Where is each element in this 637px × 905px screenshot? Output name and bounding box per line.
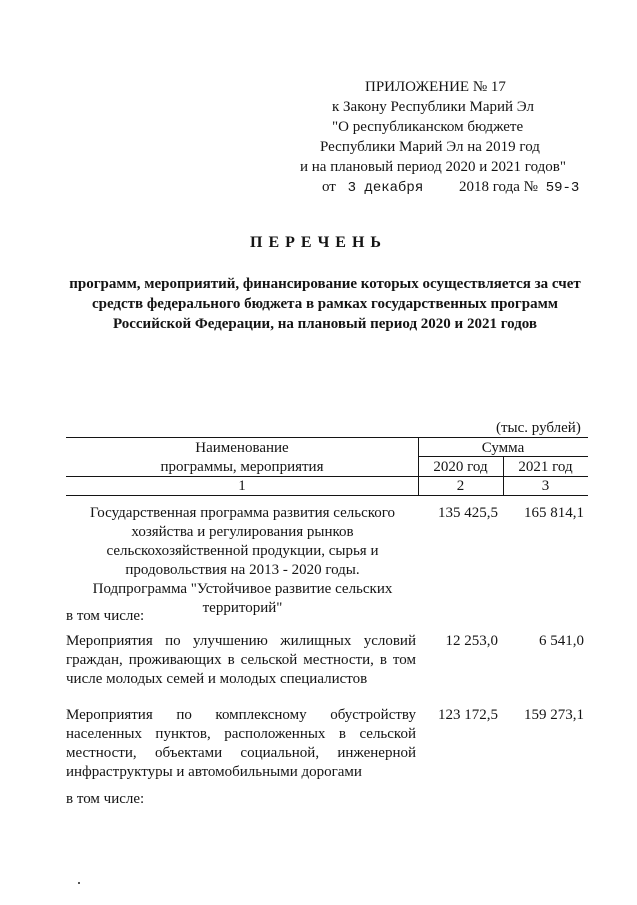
- row-value-2021: 159 273,1: [524, 707, 584, 723]
- row-value-2020: 12 253,0: [445, 633, 498, 649]
- col-name-header-line-1: Наименование: [195, 440, 289, 456]
- row-value-2020: 123 172,5: [438, 707, 498, 723]
- col-sum-header: Сумма: [481, 440, 525, 456]
- col-2021-header: 2021 год: [518, 459, 573, 475]
- date-prefix: от: [322, 179, 336, 195]
- law-title-line-1: "О республиканском бюджете: [332, 119, 524, 135]
- row-name: в том числе:: [66, 608, 145, 624]
- row-value-2021: 165 814,1: [524, 505, 584, 521]
- date-value: 3 декабря: [347, 180, 424, 196]
- row-name: в том числе:: [66, 791, 145, 807]
- scan-speck: [78, 882, 80, 884]
- appendix-number: ПРИЛОЖЕНИЕ № 17: [365, 79, 506, 95]
- row-value-2021: 6 541,0: [539, 633, 584, 649]
- row-value-2020: 135 425,5: [438, 505, 498, 521]
- col-number-1: 1: [238, 478, 246, 494]
- appendix-header: [300, 78, 600, 198]
- document-title: ПЕРЕЧЕНЬ: [250, 234, 387, 251]
- col-2020-header: 2020 год: [433, 459, 488, 475]
- units-label: (тыс. рублей): [496, 420, 581, 436]
- col-name-header-line-2: программы, мероприятия: [160, 459, 324, 475]
- document-subtitle: программ, мероприятий, финансирование которых осуществляется за счет средств федерального бюджета в рамках государственных программ Российской Федерации, на плановый период 2020 и 2021 годов: [69, 276, 581, 332]
- year-text: 2018 года №: [458, 179, 538, 195]
- law-date-line: [300, 178, 600, 198]
- row-name: Государственная программа развития сельского хозяйства и регулирования рынков сельскохозяйственной продукции, сырья и продовольствия на 2013 - 2020 годы. Подпрограмма "Устойчивое развитие сельских территорий": [89, 505, 396, 616]
- law-title-line-3: и на плановый период 2020 и 2021 годов": [300, 159, 566, 175]
- law-number: 59-3: [545, 180, 580, 196]
- col-number-2: 2: [456, 478, 465, 494]
- row-name: Мероприятия по улучшению жилищных условий граждан, проживающих в сельской местности, в том числе молодых семей и молодых специалистов: [66, 633, 416, 687]
- col-number-3: 3: [541, 478, 550, 494]
- law-reference: к Закону Республики Марий Эл: [332, 99, 535, 115]
- row-name: Мероприятия по комплексному обустройству населенных пунктов, расположенных в сельской местности, объектами социальной, инженерной инфраструктуры и автомобильными дорогами: [66, 707, 416, 780]
- law-title-line-2: Республики Марий Эл на 2019 год: [320, 139, 540, 155]
